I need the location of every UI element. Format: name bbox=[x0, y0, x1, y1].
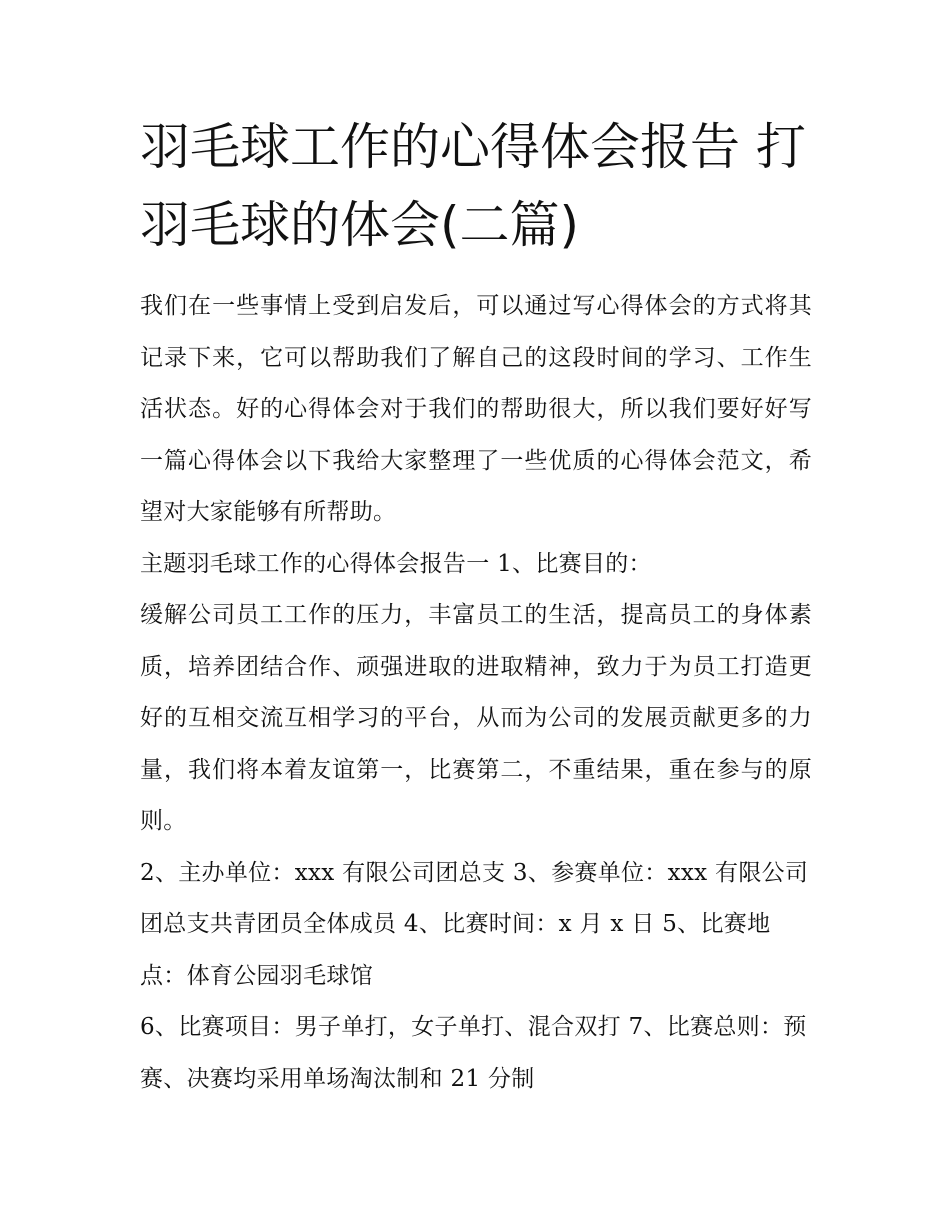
document-body bbox=[140, 108, 812, 1105]
document-title: 羽毛球工作的心得体会报告 打羽毛球的体会(二篇) bbox=[140, 118, 806, 254]
section-heading-paragraph: 主题羽毛球工作的心得体会报告一 1、比赛目的： bbox=[140, 550, 652, 577]
events-paragraph: 6、比赛项目：男子单打，女子单打、混合双打 7、比赛总则：预赛、决赛均采用单场淘汰制和 21 分制 bbox=[140, 1014, 807, 1092]
organizer-paragraph: 2、主办单位：xxx 有限公司团总支 3、参赛单位：xxx 有限公司团总支共青团员全体成员 4、比赛时间：x 月 x 日 5、比赛地点：体育公园羽毛球馆 bbox=[140, 859, 809, 989]
purpose-paragraph: 缓解公司员工工作的压力，丰富员工的生活，提高员工的身体素质，培养团结合作、顽强进取的进取精神，致力于为员工打造更好的互相交流互相学习的平台，从而为公司的发展贡献更多的力量，我们将本着友谊第一，比赛第二，不重结果，重在参与的原则。 bbox=[140, 602, 812, 834]
intro-paragraph: 我们在一些事情上受到启发后，可以通过写心得体会的方式将其记录下来，它可以帮助我们了解自己的这段时间的学习、工作生活状态。好的心得体会对于我们的帮助很大，所以我们要好好写一篇心得体会以下我给大家整理了一些优质的心得体会范文，希望对大家能够有所帮助。 bbox=[140, 293, 812, 525]
